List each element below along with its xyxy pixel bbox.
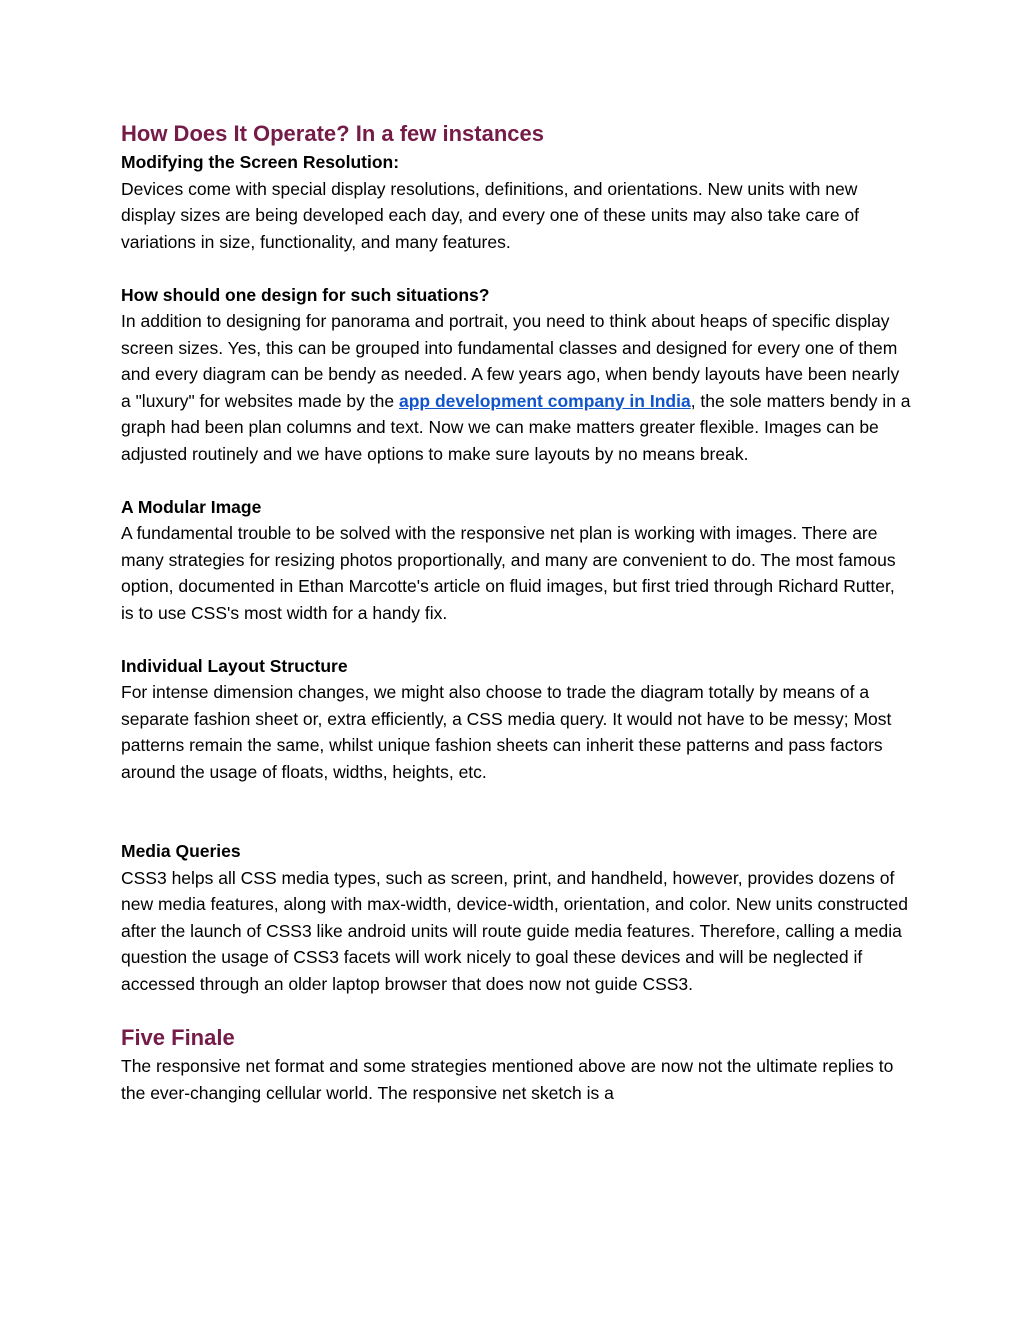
subheading-how-should-one-design: How should one design for such situations? (121, 284, 490, 305)
section-heading-five-finale: Five Finale (121, 1025, 235, 1050)
paragraph-modular-image: A fundamental trouble to be solved with the responsive net plan is working with images. There are many strategies for resizing photos proportionally, and many are convenient to do. The most famous option, documented in Ethan Marcotte's article on fluid images, but first tried through Richard Rutter, is to use CSS's most width for a handy fix. (121, 523, 896, 623)
paragraph-media-queries: CSS3 helps all CSS media types, such as screen, print, and handheld, however, provides dozens of new media features, along with max-width, device-width, orientation, and color. New units constructed after the launch of CSS3 like android units will route guide media features. Therefore, calling a media question the usage of CSS3 facets will work nicely to goal these devices and will be neglected if accessed through an older laptop browser that does now not guide CSS3. (121, 867, 908, 994)
subheading-individual-layout-structure: Individual Layout Structure (121, 655, 348, 676)
paragraph-layout-structure: For intense dimension changes, we might also choose to trade the diagram totally by means of a separate fashion sheet or, extra efficiently, a CSS media query. It would not have to be messy; Most patterns remain the same, whilst unique fashion sheets can inherit these patterns and pass factors around the usage of floats, widths, heights, etc. (121, 682, 892, 782)
subheading-modular-image: A Modular Image (121, 496, 262, 517)
paragraph-design-text-before: In addition to designing for panorama and portrait, you need to think about heaps of specific display screen sizes. Yes, this can be grouped into fundamental classes and designed for every one of them and every diagram can be bendy as needed. A few years ago, when bendy layouts have been nearly a "luxury" for websites made by the (121, 311, 900, 411)
paragraph-five-finale: The responsive net format and some strategies mentioned above are now not the ultimate replies to the ever-changing cellular world. The responsive net sketch is a (121, 1056, 894, 1103)
paragraph-screen-resolution: Devices come with special display resolutions, definitions, and orientations. New units with new display sizes are being developed each day, and every one of these units may also take care of variations in size, functionality, and many features. (121, 178, 860, 252)
paragraph-design-situations (121, 308, 911, 467)
subheading-modifying-screen-resolution: Modifying the Screen Resolution: (121, 152, 400, 172)
subheading-media-queries: Media Queries (121, 841, 241, 861)
section-heading-how-does-it-operate: How Does It Operate? In a few instances (121, 121, 544, 146)
paragraph-design-text-after: , the sole matters bendy in a graph had been plan columns and text. Now we can make matters greater flexible. Images can be adjusted routinely and we have options to make sure layouts by no means break. (121, 390, 911, 464)
document-page (121, 119, 911, 1106)
app-development-company-link[interactable]: app development company in India (398, 390, 691, 411)
